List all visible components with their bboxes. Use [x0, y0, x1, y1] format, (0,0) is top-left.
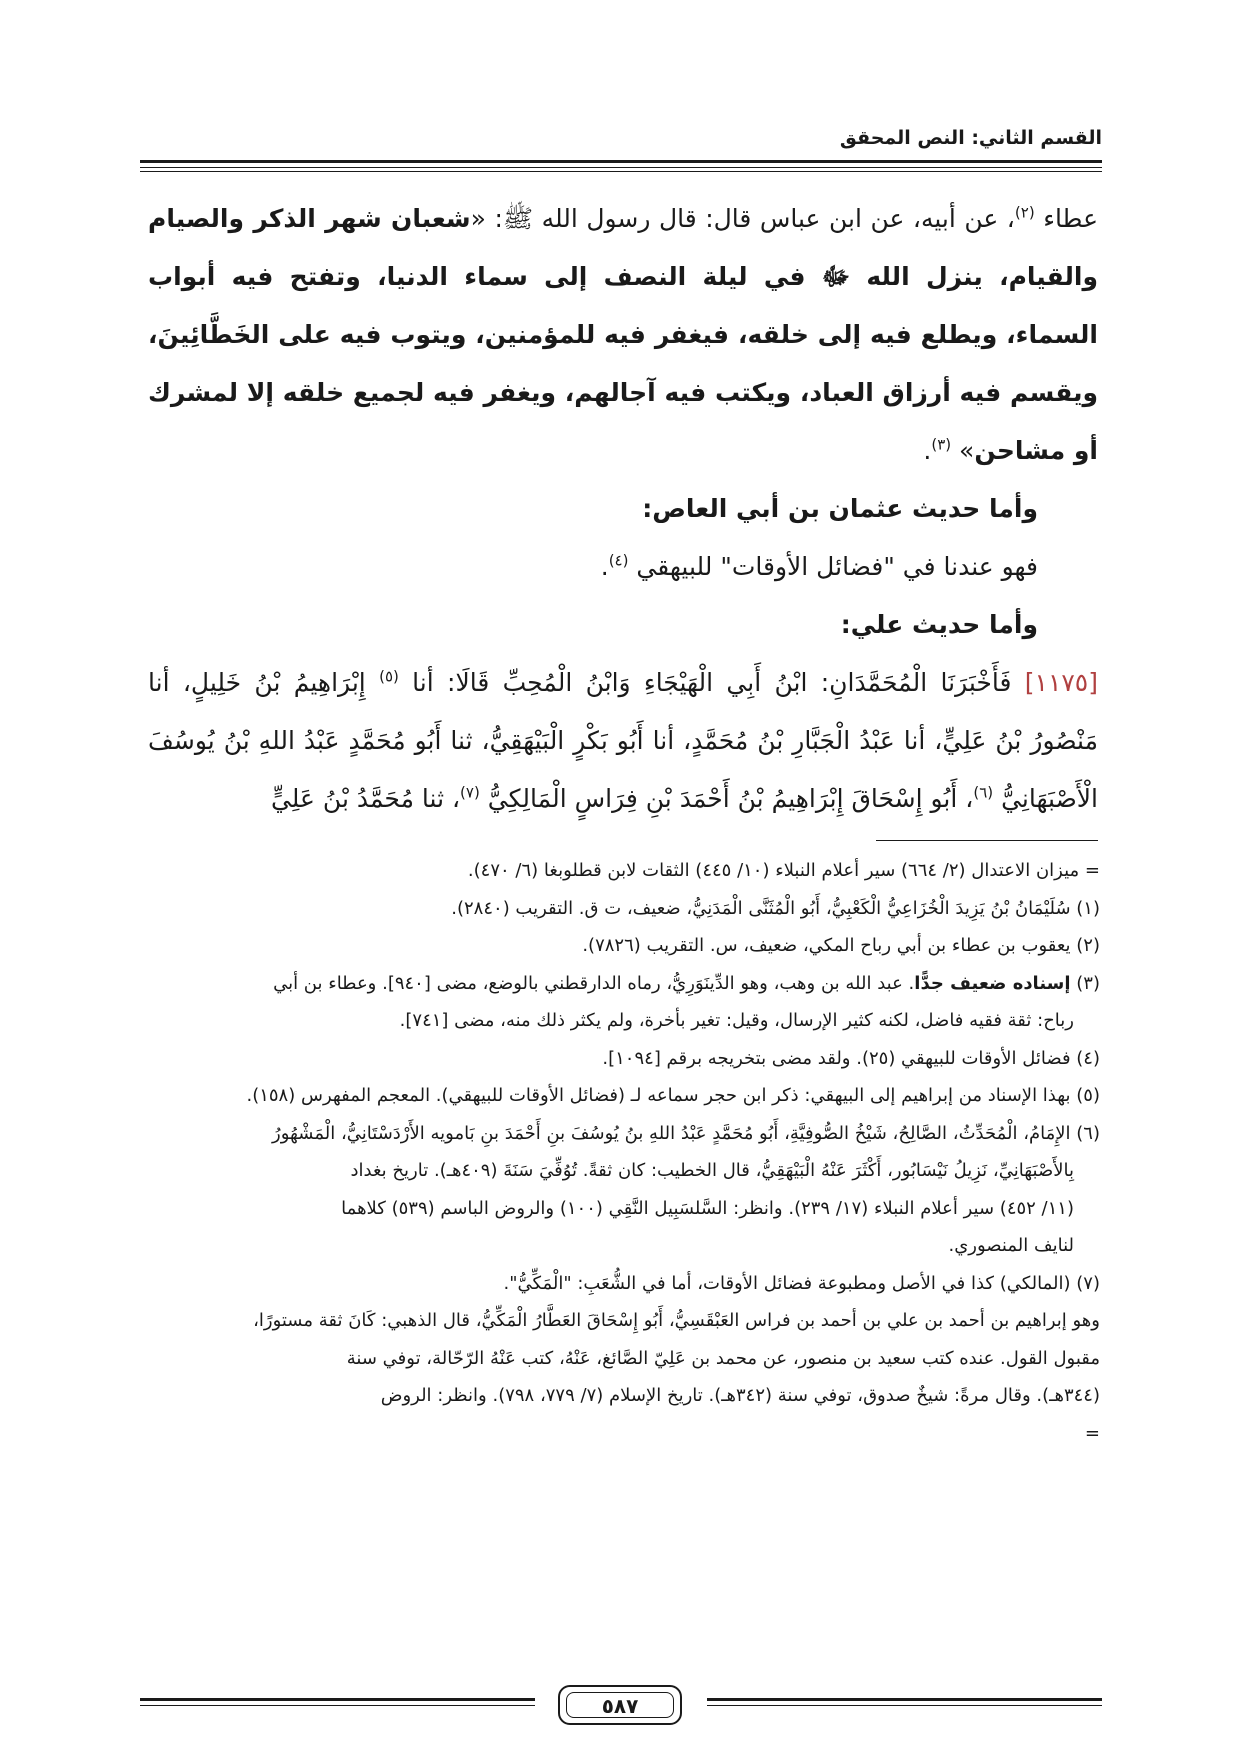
footnote-ref-7: (٧) [460, 783, 480, 802]
main-text [148, 190, 1098, 828]
section-heading-uthman: وأما حديث عثمان بن أبي العاص: [642, 494, 1038, 523]
footnote-1: (١) سُلَيْمَانُ بْنُ يَزِيدَ الْخُزَاعِيُّ الْكَعْبِيُّ، أَبُو الْمُثَنَّى الْمَدَنِيُّ، ضعيف، ت ق. التقريب (٢٨٤٠). [451, 897, 1100, 919]
footnote-3-cont: رباح: ثقة فقيه فاضل، لكنه كثير الإرسال، وقيل: تغير بأخرة، ولم يكثر ذلك منه، مضى [٧٤١]. [399, 1010, 1074, 1031]
footnote-ref-5: (٥) [379, 667, 399, 686]
hadith-number: [١١٧٥] [1024, 668, 1098, 697]
footnote-ref-4: (٤) [608, 551, 629, 570]
footnote-6-cont: بِالأَصْبَهَانِيِّ، نَزِيلُ نَيْسَابُور، أَكْثَرَ عَنْهُ الْبَيْهَقِيُّ، قال الخطيب: كان ثقةً. تُوُفِّيَ سَنَةَ (٤٠٩هـ). تاريخ بغداد [350, 1160, 1074, 1181]
footnote-separator [876, 840, 1098, 841]
footnote-ref-3: (٣) [931, 435, 952, 454]
hadith-quote: شعبان شهر الذكر والصيام والقيام، ينزل الله ﷻ في ليلة النصف إلى سماء الدنيا، وتفتح فيه أبواب السماء، ويطلع فيه إلى خلقه، فيغفر فيه للمؤمنين، ويتوب فيه على الخَطَّائِينَ، ويقسم فيه أرزاق العباد، ويكتب فيه آجالهم، ويغفر فيه لجميع خلقه إلا لمشرك أو مشاحن [148, 204, 1098, 465]
footnote-continuation: = ميزان الاعتدال (٢/ ٦٦٤) سير أعلام النبلاء (١٠/ ٤٤٥) الثقات لابن قطلوبغا (٦/ ٤٧٠). [467, 860, 1100, 881]
footer-rule-right [707, 1698, 1102, 1706]
paragraph-isnad: [١١٧٥] فَأَخْبَرَنَا الْمُحَمَّدَانِ: ابْنُ أَبِي الْهَيْجَاءِ وَابْنُ الْمُحِبِّ قَالَا: أنا $^{(٥)}$ إِبْرَاهِيمُ بْنُ خَلِيلٍ، أنا مَنْصُورُ بْنُ عَلِيٍّ، أنا عَبْدُ الْجَبَّارِ بْنُ مُحَمَّدٍ، أنا أَبُو بَكْرٍ الْبَيْهَقِيُّ، ثنا أَبُو مُحَمَّدٍ عَبْدُ اللهِ بْنُ يُوسُفَ الْأَصْبَهَانِيُّ $^{(٦)}$، أَبُو إِسْحَاقَ إِبْرَاهِيمُ بْنُ أَحْمَدَ بْنِ فِرَاسٍ الْمَالِكِيُّ $^{(٧)}$، ثنا مُحَمَّدُ بْنُ عَلِيٍّ [148, 667, 1098, 813]
footnotes [148, 852, 1100, 1452]
page-number: ٥٨٧ [566, 1692, 674, 1718]
footnote-7-cont: مقبول القول. عنده كتب سعيد بن منصور، عن محمد بن عَلِيّ الصَّائغ، عَنْهُ، كتب عَنْهُ الرّحّالة، توفي سنة [346, 1347, 1100, 1369]
footer-rule-left [140, 1698, 535, 1706]
footnote-7: (٧) (المالكي) كذا في الأصل ومطبوعة فضائل الأوقات، أما في الشُّعَبِ: "الْمَكِّيُّ". [503, 1272, 1100, 1294]
footnote-ref-2: (٢) [1014, 203, 1035, 222]
paragraph-bayhaqi: فهو عندنا في "فضائل الأوقات" للبيهقي $^{(٤)}$. [600, 551, 1038, 581]
footnote-2: (٢) يعقوب بن عطاء بن أبي رباح المكي، ضعيف، س. التقريب (٧٨٢٦). [582, 935, 1100, 956]
running-header-title: القسم الثاني: النص المحقق [839, 127, 1102, 149]
footnote-6-cont: (١١/ ٤٥٢) سير أعلام النبلاء (١٧/ ٢٣٩). وانظر: السَّلسَبِيل النَّقِي (١٠٠) والروض الباسم (٥٣٩) كلاهما [341, 1197, 1074, 1219]
footnote-5: (٥) بهذا الإسناد من إبراهيم إلى البيهقي: ذكر ابن حجر سماعه لـ (فضائل الأوقات للبيهقي). المعجم المفهرس (١٥٨). [246, 1085, 1100, 1106]
paragraph-hadith-text: عطاء $^{(٢)}$، عن أبيه، عن ابن عباس قال: قال رسول الله ﷺ: «شعبان شهر الذكر والصيام والقيام، ينزل الله ﷻ في ليلة النصف إلى سماء الدنيا، وتفتح فيه أبواب السماء، ويطلع فيه إلى خلقه، فيغفر فيه للمؤمنين، ويتوب فيه على الخَطَّائِينَ، ويقسم فيه أرزاق العباد، ويكتب فيه آجالهم، ويغفر فيه لجميع خلقه إلا لمشرك أو مشاحن» $^{(٣)}$. [148, 203, 1098, 465]
footnote-6: (٦) الإِمَامُ، الْمُحَدِّثُ، الصَّالِحُ، شَيْخُ الصُّوفِيَّةِ، أَبُو مُحَمَّدٍ عَبْدُ اللهِ بنُ يُوسُفَ بنِ أَحْمَدَ بنِ بَامويه الأَرْدَسْتَانِيُّ، الْمَشْهُورُ [272, 1122, 1100, 1144]
page-number-frame [558, 1685, 682, 1725]
footnote-ref-6: (٦) [973, 783, 994, 802]
footnote-4: (٤) فضائل الأوقات للبيهقي (٢٥). ولقد مضى بتخريجه برقم [١٠٩٤]. [602, 1047, 1100, 1069]
header-rule [140, 160, 1102, 168]
footnote-continues-marker: = [1084, 1422, 1100, 1444]
footnote-6-cont: لنايف المنصوري. [948, 1235, 1074, 1256]
footnote-3: (٣) إسناده ضعيف جدًّا. عبد الله بن وهب، وهو الدِّينَوَرِيُّ، رماه الدارقطني بالوضع، مضى [٩٤٠]. وعطاء بن أبي [273, 972, 1100, 994]
page-footer [140, 1685, 1102, 1725]
page-header [140, 124, 1102, 172]
section-heading-ali: وأما حديث علي: [840, 610, 1038, 639]
grading-bold: إسناده ضعيف جدًّا [914, 972, 1071, 994]
header-rule-thin [140, 171, 1102, 172]
footnote-7-cont: (٣٤٤هـ). وقال مرةً: شيخٌ صدوق، توفي سنة (٣٤٢هـ). تاريخ الإسلام (٧/ ٧٧٩، ٧٩٨). وانظر: الروض [380, 1385, 1100, 1406]
footnote-7-cont: وهو إبراهيم بن أحمد بن علي بن أحمد بن فراس العَبْقَسِيُّ، أَبُو إِسْحَاقَ العَطَّارُ الْمَكِّيُّ، قال الذهبي: كَانَ ثقة مستورًا، [253, 1310, 1100, 1331]
